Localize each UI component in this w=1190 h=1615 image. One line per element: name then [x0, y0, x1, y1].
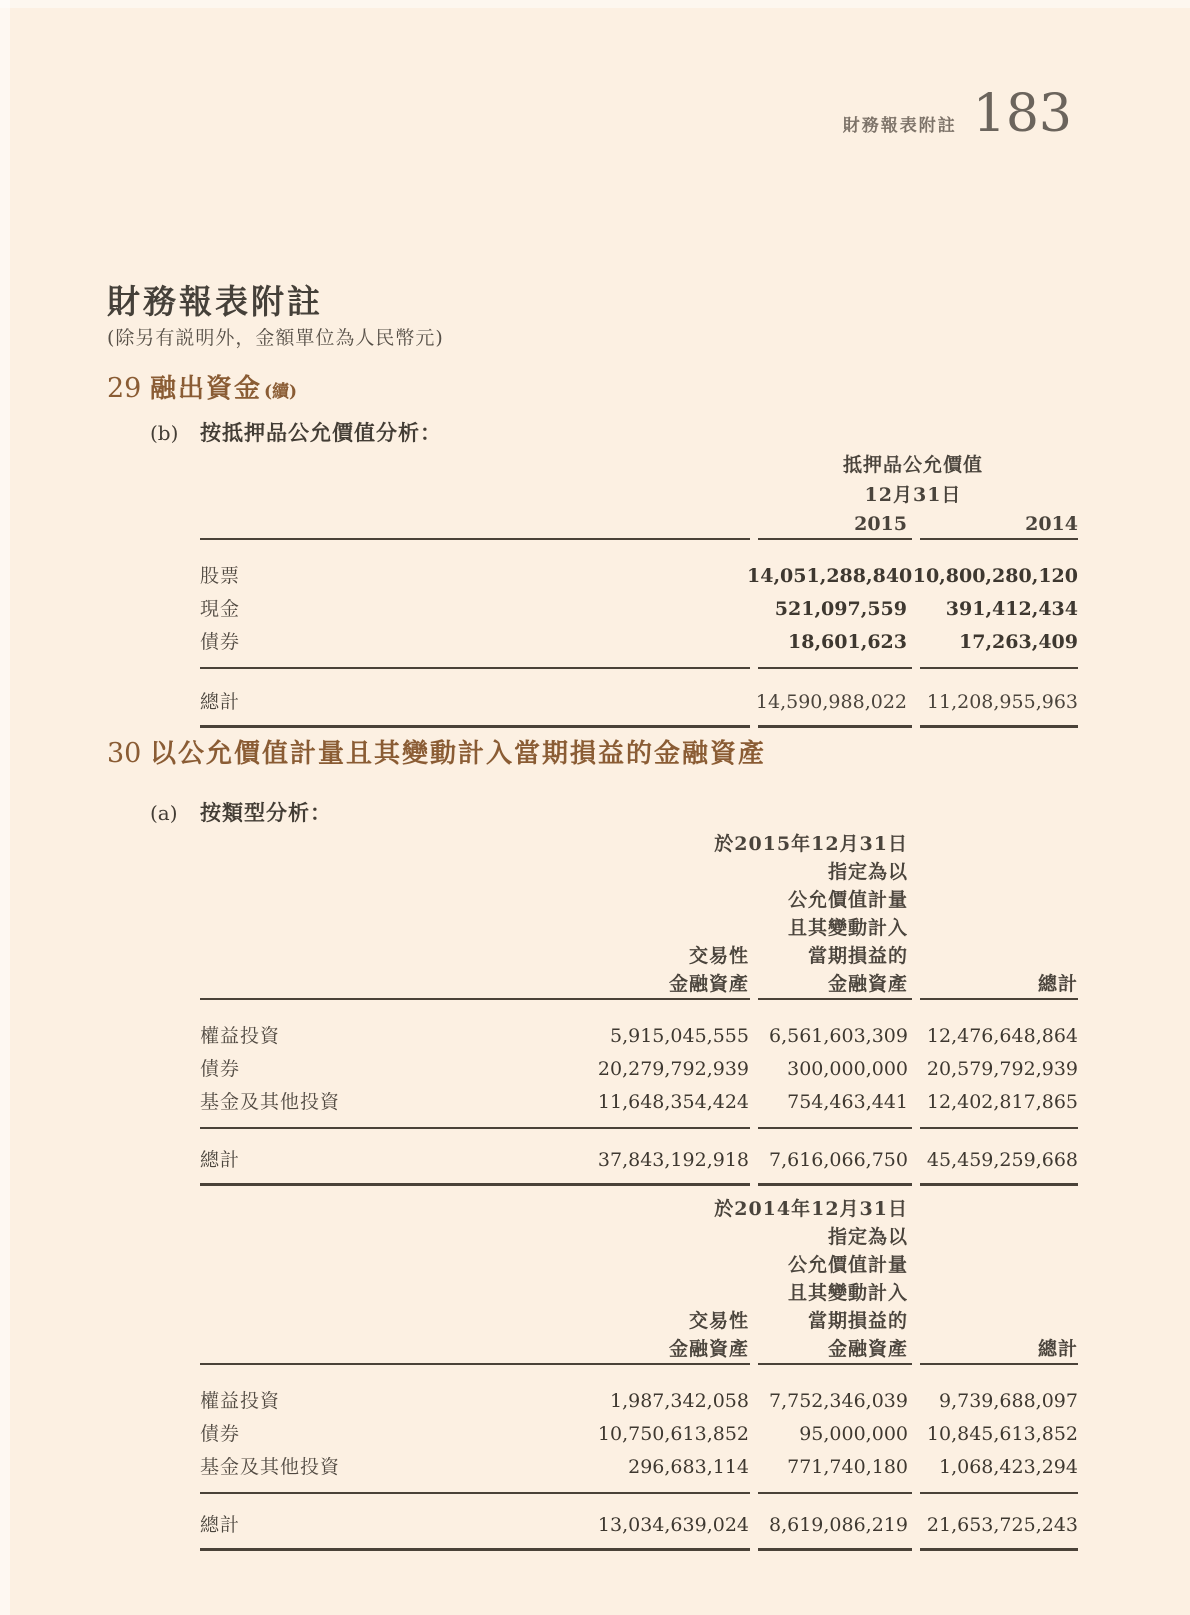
year-header-2014: 2014: [1025, 513, 1078, 535]
table-row: [200, 626, 1078, 659]
page-edge-top: [0, 0, 1190, 8]
note-29b-subheading: [150, 417, 442, 447]
collateral-table-group-header: [748, 450, 1078, 510]
row-label: 權益投資: [200, 1390, 281, 1412]
total-value: 8,619,086,219: [768, 1514, 908, 1536]
note-29-heading: [107, 368, 297, 405]
total-row: [200, 1145, 1078, 1175]
table-row: [200, 1053, 1078, 1086]
cell-value: 12,402,817,865: [926, 1091, 1078, 1113]
cell-value: 7,752,346,039: [768, 1390, 908, 1412]
cell-value: 95,000,000: [799, 1423, 908, 1445]
cell-value: 296,683,114: [628, 1456, 749, 1478]
table-row: [200, 1451, 1078, 1484]
note-29b-title: 按抵押品公允價值分析：: [200, 420, 442, 445]
col1-header-line: 金融資產: [668, 973, 749, 995]
cell-value: 10,845,613,852: [926, 1423, 1078, 1445]
cell-value: 20,279,792,939: [597, 1058, 749, 1080]
total-label: 總計: [200, 691, 241, 713]
total-value: 13,034,639,024: [597, 1514, 749, 1536]
row-label: 基金及其他投資: [200, 1456, 341, 1478]
fvtpl-table-2015: [200, 830, 1078, 1186]
col1-header-line: 交易性: [688, 945, 749, 967]
group-header-line2: 12月31日: [864, 484, 962, 506]
note-29-title: 融出資金: [150, 374, 263, 404]
fvtpl-2014-header: [200, 1195, 1078, 1363]
cell-value: 1,068,423,294: [938, 1456, 1078, 1478]
cell-value: 12,476,648,864: [926, 1025, 1078, 1047]
total-value: 21,653,725,243: [926, 1514, 1078, 1536]
cell-value: 18,601,623: [788, 631, 907, 653]
doc-subtitle: (除另有説明外，金額單位為人民幣元): [107, 327, 444, 349]
fvtpl-table-2014: [200, 1195, 1078, 1551]
col1-header-line: 交易性: [688, 1310, 749, 1332]
cell-value: 11,648,354,424: [597, 1091, 749, 1113]
cell-value: 1,987,342,058: [609, 1390, 749, 1412]
cell-value: 10,800,280,120: [912, 565, 1078, 587]
page-edge-left: [0, 0, 10, 1615]
total-value: 11,208,955,963: [926, 691, 1078, 713]
col2-header-line: 且其變動計入: [787, 917, 908, 939]
col3-header: 總計: [1037, 1338, 1078, 1360]
table-row: [200, 1020, 1078, 1053]
cell-value: 14,051,288,840: [747, 565, 913, 587]
cell-value: 5,915,045,555: [609, 1025, 749, 1047]
note-30a-subheading: [150, 797, 332, 827]
total-row: [200, 687, 1078, 717]
table-row: [200, 1418, 1078, 1451]
date-header: 於2014年12月31日: [714, 1198, 908, 1220]
note-30-number: 30: [107, 738, 142, 769]
cell-value: 17,263,409: [959, 631, 1078, 653]
cell-value: 20,579,792,939: [926, 1058, 1078, 1080]
row-label: 債券: [200, 1058, 241, 1080]
cell-value: 754,463,441: [787, 1091, 908, 1113]
table-rule: [200, 998, 1078, 1000]
note-29-number: 29: [107, 373, 142, 404]
running-head: [842, 84, 1072, 144]
note-29b-label: (b): [150, 421, 179, 445]
cell-value: 521,097,559: [774, 598, 907, 620]
year-header-2015: 2015: [854, 513, 907, 535]
row-label: 現金: [200, 598, 241, 620]
total-value: 14,590,988,022: [755, 691, 907, 713]
note-30-heading: [107, 733, 766, 770]
table-bottom-rule: [200, 725, 1078, 728]
table-row: [200, 560, 1078, 593]
fvtpl-2015-header: [200, 830, 1078, 998]
row-label: 債券: [200, 1423, 241, 1445]
total-value: 37,843,192,918: [597, 1149, 749, 1171]
cell-value: 771,740,180: [787, 1456, 908, 1478]
table-rule: [200, 1127, 1078, 1129]
note-30a-label: (a): [150, 801, 178, 825]
note-30-title: 以公允價值計量且其變動計入當期損益的金融資產: [150, 739, 767, 769]
cell-value: 10,750,613,852: [597, 1423, 749, 1445]
note-30a-title: 按類型分析：: [200, 800, 332, 825]
doc-title: 財務報表附註: [107, 282, 323, 321]
col2-header-line: 公允價值計量: [787, 889, 908, 911]
row-label: 債券: [200, 631, 241, 653]
table-rule: [200, 1492, 1078, 1494]
collateral-fair-value-table: [200, 450, 1078, 728]
table-rule: [200, 667, 1078, 669]
total-value: 7,616,066,750: [768, 1149, 908, 1171]
table-rule: [200, 538, 1078, 540]
table-row: [200, 1086, 1078, 1119]
cell-value: 300,000,000: [787, 1058, 908, 1080]
col2-header-line: 當期損益的: [807, 1310, 908, 1332]
col2-header-line: 當期損益的: [807, 945, 908, 967]
table-rule: [200, 1363, 1078, 1365]
total-row: [200, 1510, 1078, 1540]
total-label: 總計: [200, 1514, 241, 1536]
cell-value: 9,739,688,097: [938, 1390, 1078, 1412]
col3-header: 總計: [1037, 973, 1078, 995]
row-label: 基金及其他投資: [200, 1091, 341, 1113]
col2-header-line: 指定為以: [827, 1226, 908, 1248]
cell-value: 6,561,603,309: [768, 1025, 908, 1047]
table-bottom-rule: [200, 1183, 1078, 1186]
table-row: [200, 593, 1078, 626]
row-label: 權益投資: [200, 1025, 281, 1047]
group-header-line1: 抵押品公允價值: [842, 454, 983, 476]
col2-header-line: 且其變動計入: [787, 1282, 908, 1304]
date-header: 於2015年12月31日: [714, 833, 908, 855]
note-29-continued-mark: (續): [264, 382, 298, 402]
col2-header-line: 金融資產: [827, 973, 908, 995]
table-bottom-rule: [200, 1548, 1078, 1551]
total-value: 45,459,259,668: [926, 1149, 1078, 1171]
total-label: 總計: [200, 1149, 241, 1171]
table-row: [200, 1385, 1078, 1418]
col2-header-line: 指定為以: [827, 861, 908, 883]
running-head-section-label: 財務報表附註: [842, 116, 957, 136]
collateral-table-year-header-row: [200, 510, 1078, 538]
page-number: 183: [972, 84, 1072, 144]
col2-header-line: 金融資產: [827, 1338, 908, 1360]
col2-header-line: 公允價值計量: [787, 1254, 908, 1276]
col1-header-line: 金融資產: [668, 1338, 749, 1360]
row-label: 股票: [200, 565, 241, 587]
cell-value: 391,412,434: [945, 598, 1078, 620]
